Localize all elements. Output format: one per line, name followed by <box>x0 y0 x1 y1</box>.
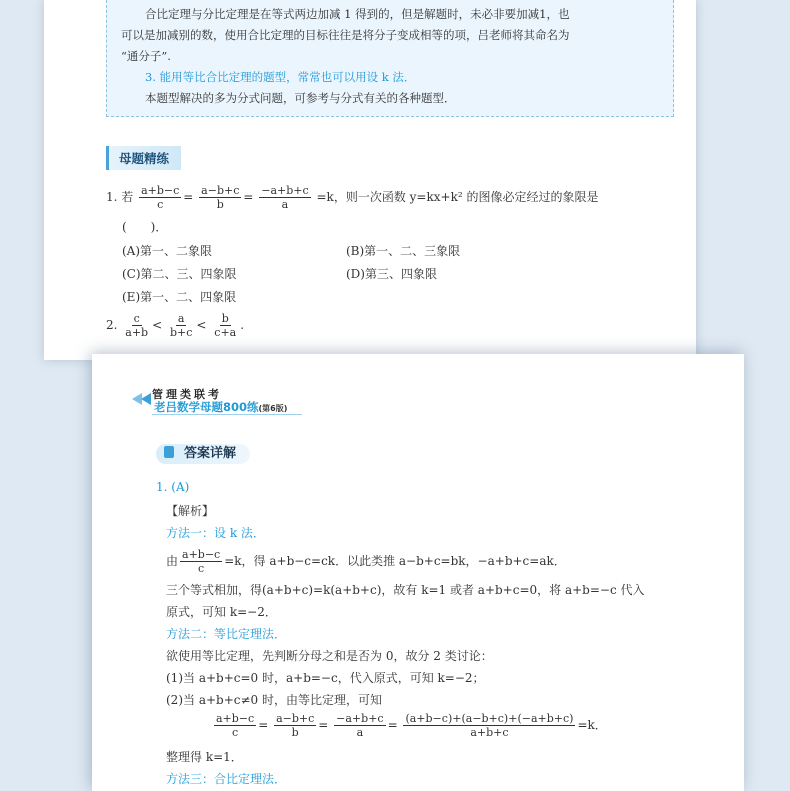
note-line-2: 可以是加减别的数，使用合比定理的目标往往是将分子变成相等的项，吕老师将其命名为 <box>121 28 570 42</box>
method-2-result: 整理得 k=1． <box>166 750 243 764</box>
answer-tag-label: 答案详解 <box>184 446 237 461</box>
eq-fraction-3: $\frac{-a+b+c}{a}$ <box>336 712 384 739</box>
q2-fraction-2: $\frac{a}{b+c}$ <box>169 312 193 339</box>
eq-fraction-4: $\frac{(a+b-c)+(a-b+c)+(-a+b+c)}{a+b+c}$ <box>405 712 574 739</box>
front-page <box>92 354 744 791</box>
note-line-4: 3. 能用等比合比定理的题型，常常也可以用设 k 法． <box>145 70 416 84</box>
method-1-line-2: 三个等式相加，得(a+b+c)=k(a+b+c)，故有 k=1 或者 a+b+c=0，将 a+b=−c 代入 <box>166 583 645 597</box>
q1-fraction-3: $\frac{-a+b+c}{a}$ <box>261 184 309 211</box>
header-edition: (第6版) <box>258 404 288 413</box>
option-e: (E)第一、二、四象限 <box>122 290 237 304</box>
method-2-line-1: 欲使用等比定理，先判断分母之和是否为 0，故分 2 类讨论： <box>166 649 493 663</box>
answer-section-tag <box>156 444 250 464</box>
back-page <box>44 0 696 360</box>
q1-blank: ( )． <box>122 220 168 234</box>
question-1: 1. 若 $\frac{a+b-c}{c}$ = $\frac{a-b+c}{b}$ = $\frac{-a+b+c}{a}$ =k，则一次函数 y=kx+k² 的图像必定经过的象限是 <box>106 184 599 211</box>
header-subtitle: 管理类联考 <box>152 388 222 401</box>
question-2: 2. $\frac{c}{a+b}$ < $\frac{a}{b+c}$ < $\frac{b}{c+a}$ . <box>106 312 245 339</box>
method-2-line-2: (1)当 a+b+c=0 时，a+b=−c，代入原式，可知 k=−2； <box>166 671 485 685</box>
header-title <box>154 399 287 415</box>
method-2-title: 方法二：等比定理法． <box>166 627 287 641</box>
option-d: (D)第三、四象限 <box>346 267 437 281</box>
option-b: (B)第一、二、三象限 <box>346 244 461 258</box>
option-c: (C)第二、三、四象限 <box>122 267 237 281</box>
q1-suffix: =k，则一次函数 y=kx+k² 的图像必定经过的象限是 <box>316 190 599 204</box>
note-line-1: 合比定理与分比定理是在等式两边加减 1 得到的，但是解题时，未必非要加减1，也 <box>145 7 570 21</box>
q1-fraction-1: $\frac{a+b-c}{c}$ <box>141 184 180 211</box>
method-2-line-3: (2)当 a+b+c≠0 时，由等比定理，可知 <box>166 693 382 707</box>
section-tag: 母题精练 <box>106 146 181 170</box>
q2-fraction-3: $\frac{b}{c+a}$ <box>214 312 237 339</box>
q2-prefix: 2. <box>106 318 118 332</box>
note-box <box>106 0 674 117</box>
answer-1: 1. (A) <box>156 480 190 494</box>
method-1-line-3: 原式，可知 k=−2． <box>166 605 277 619</box>
q1-fraction-2: $\frac{a-b+c}{b}$ <box>201 184 240 211</box>
eq-fraction-1: $\frac{a+b-c}{c}$ <box>216 712 255 739</box>
method-1-line-1: 由 $\frac{a+b-c}{c}$ =k，得 a+b−c=ck．以此类推 a−b+c=bk，−a+b+c=ak． <box>166 548 566 575</box>
method-2-equation: $\frac{a+b-c}{c}$ = $\frac{a-b+c}{b}$ = $\frac{-a+b+c}{a}$ = $\frac{(a+b-c)+(a-b+c)+(-a+b+c)}{a+b+c}$ =k． <box>216 712 607 739</box>
header-title-text: 老吕数学母题800练 <box>154 400 259 414</box>
note-line-5: 本题型解决的多为分式问题，可参考与分式有关的各种题型． <box>145 91 456 105</box>
q1-prefix: 1. 若 <box>106 190 134 204</box>
method-1-fraction: $\frac{a+b-c}{c}$ <box>182 548 221 575</box>
method-1-title: 方法一：设 k 法． <box>166 526 265 540</box>
option-a: (A)第一、二象限 <box>122 244 213 258</box>
q2-fraction-1: $\frac{c}{a+b}$ <box>125 312 149 339</box>
header-underline <box>152 414 302 415</box>
method-3-title: 方法三：合比定理法． <box>166 772 287 786</box>
note-line-3: “通分子”. <box>121 49 171 63</box>
eq-fraction-2: $\frac{a-b+c}{b}$ <box>276 712 315 739</box>
clipboard-icon <box>164 446 174 458</box>
analysis-label: 【解析】 <box>166 504 215 518</box>
